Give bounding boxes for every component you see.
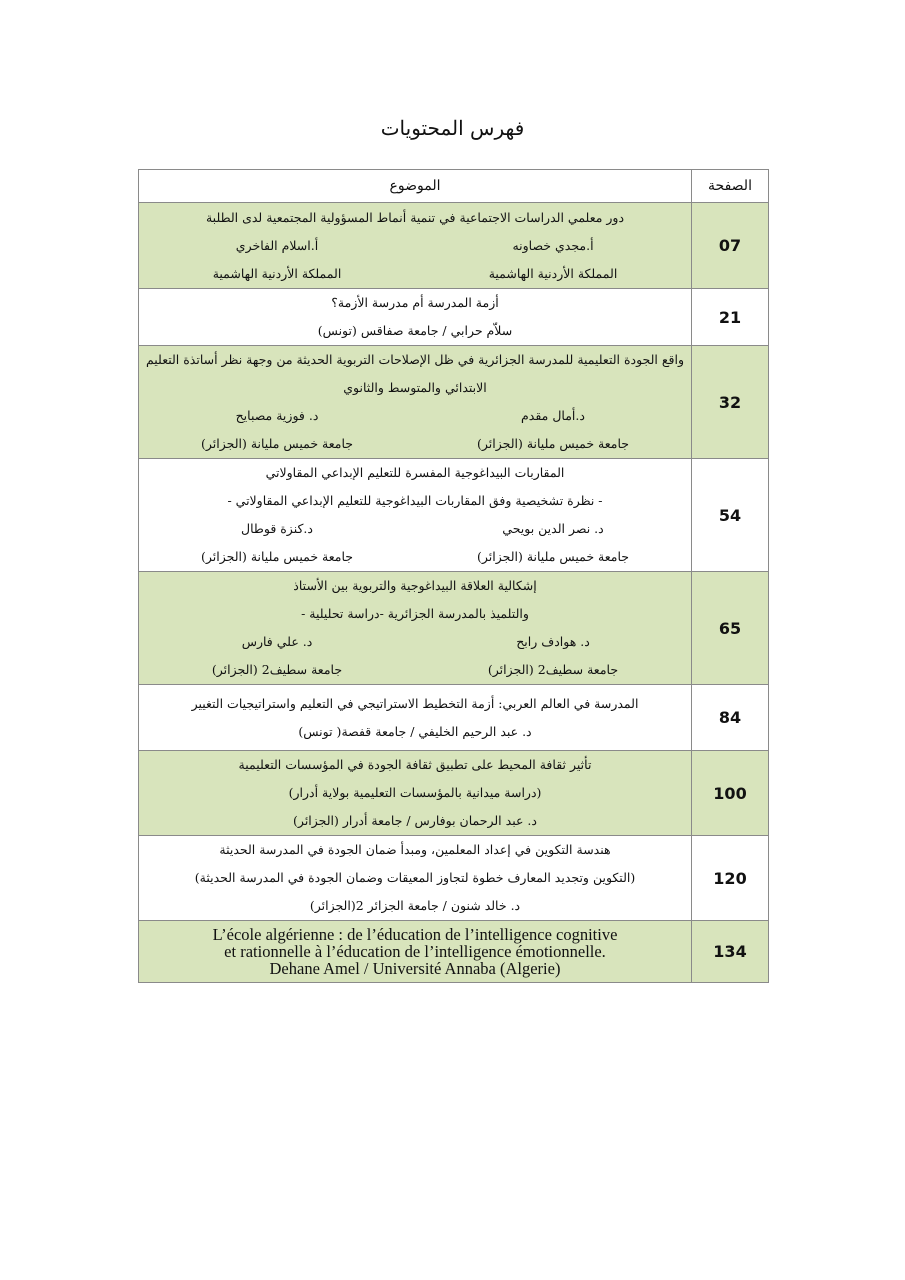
- topic-cell: [139, 203, 692, 289]
- topic-cell: [139, 289, 692, 346]
- author-line: سلاّم حرابي / جامعة صفاقس (تونس): [317, 323, 513, 338]
- affiliation: المملكة الأردنية الهاشمية: [488, 265, 618, 281]
- topic-title: المقاربات البيداغوجية المفسرة للتعليم الإبداعي المقاولاتي: [265, 465, 565, 480]
- affiliation: جامعة خميس مليانة (الجزائر): [201, 436, 353, 451]
- author: أ.مجدي خصاونه: [512, 237, 594, 253]
- affiliation: جامعة سطيف2 (الجزائر): [487, 662, 619, 677]
- page-number: 134: [692, 921, 769, 983]
- author-line: د. خالد شنون / جامعة الجزائر 2(الجزائر): [309, 898, 521, 913]
- topic-title: إشكالية العلاقة البيداغوجية والتربوية بين الأستاذ: [293, 578, 537, 593]
- topic-cell: [139, 836, 692, 921]
- affiliation: جامعة خميس مليانة (الجزائر): [477, 436, 629, 451]
- page-number: 120: [692, 836, 769, 921]
- topic-title: تأثير ثقافة المحيط على تطبيق ثقافة الجودة في المؤسسات التعليمية: [238, 757, 592, 772]
- author: أ.اسلام الفاخري: [235, 237, 319, 253]
- page-number: 21: [692, 289, 769, 346]
- toc-row: [139, 459, 769, 572]
- author: د. هوادف رابح: [516, 634, 590, 649]
- topic-cell: [139, 572, 692, 685]
- toc-table: [138, 169, 769, 983]
- page-title: فهرس المحتويات: [380, 116, 525, 140]
- toc-row: [139, 572, 769, 685]
- topic-subtitle: والتلميذ بالمدرسة الجزائرية -دراسة تحليلية -: [301, 606, 529, 621]
- toc-row: [139, 921, 769, 983]
- author: د.كنزة قوطال: [241, 521, 313, 536]
- toc-row: [139, 836, 769, 921]
- topic-subtitle: (التكوين وتجديد المعارف خطوة لتجاوز المعيقات وضمان الجودة في المدرسة الحديثة): [194, 870, 636, 885]
- author-line: د. عبد الرحيم الخليفي / جامعة قفصة( تونس): [298, 723, 532, 739]
- affiliation: جامعة سطيف2 (الجزائر): [211, 662, 343, 677]
- topic-title: دور معلمي الدراسات الاجتماعية في تنمية أنماط المسؤولية المجتمعية لدى الطلبة: [205, 209, 625, 225]
- topic-cell: [139, 346, 692, 459]
- page-number: 100: [692, 751, 769, 836]
- affiliation: المملكة الأردنية الهاشمية: [212, 265, 342, 281]
- topic-header: الموضوع: [139, 170, 692, 203]
- page-number: 32: [692, 346, 769, 459]
- affiliation: جامعة خميس مليانة (الجزائر): [201, 549, 353, 564]
- author: د.أمال مقدم: [521, 408, 585, 423]
- affiliation: جامعة خميس مليانة (الجزائر): [477, 549, 629, 564]
- author-line: د. عبد الرحمان بوفارس / جامعة أدرار (الجزائر): [293, 813, 537, 828]
- topic-subtitle: - نظرة تشخيصية وفق المقاربات البيداغوجية للتعليم الإبداعي المقاولاتي -: [227, 493, 603, 508]
- page-number: 07: [692, 203, 769, 289]
- author-line: Dehane Amel / Université Annaba (Algerie): [269, 959, 561, 978]
- author: د. فوزية مصبايح: [235, 408, 319, 423]
- toc-row: [139, 289, 769, 346]
- page-number: 65: [692, 572, 769, 685]
- topic-subtitle: et rationnelle à l’éducation de l’intelligence émotionnelle.: [224, 942, 606, 961]
- toc-row: [139, 346, 769, 459]
- header-row: [139, 170, 769, 203]
- toc-row: [139, 685, 769, 751]
- topic-subtitle: (دراسة ميدانية بالمؤسسات التعليمية بولاية أدرار): [288, 785, 542, 800]
- page-header: الصفحة: [692, 170, 769, 203]
- page-number: 54: [692, 459, 769, 572]
- author: د. علي فارس: [241, 634, 313, 649]
- topic-title: واقع الجودة التعليمية للمدرسة الجزائرية في ظل الإصلاحات التربوية الحديثة من وجهة نظر أساتذة التعليم: [145, 352, 685, 367]
- topic-title: هندسة التكوين في إعداد المعلمين، ومبدأ ضمان الجودة في المدرسة الحديثة: [219, 842, 611, 857]
- author: د. نصر الدين بويحي: [502, 521, 604, 536]
- topic-title: L’école algérienne : de l’éducation de l’intelligence cognitive: [212, 925, 618, 944]
- toc-row: [139, 751, 769, 836]
- topic-cell: [139, 751, 692, 836]
- topic-cell: [139, 921, 692, 983]
- topic-title: الابتدائي والمتوسط والثانوي: [343, 380, 487, 395]
- topic-title: أزمة المدرسة أم مدرسة الأزمة؟: [331, 295, 499, 310]
- topic-cell: [139, 459, 692, 572]
- topic-cell: [139, 685, 692, 751]
- page-number: 84: [692, 685, 769, 751]
- toc-row: [139, 203, 769, 289]
- topic-title: المدرسة في العالم العربي: أزمة التخطيط الاستراتيجي في التعليم واستراتيجيات التغيير: [191, 695, 639, 711]
